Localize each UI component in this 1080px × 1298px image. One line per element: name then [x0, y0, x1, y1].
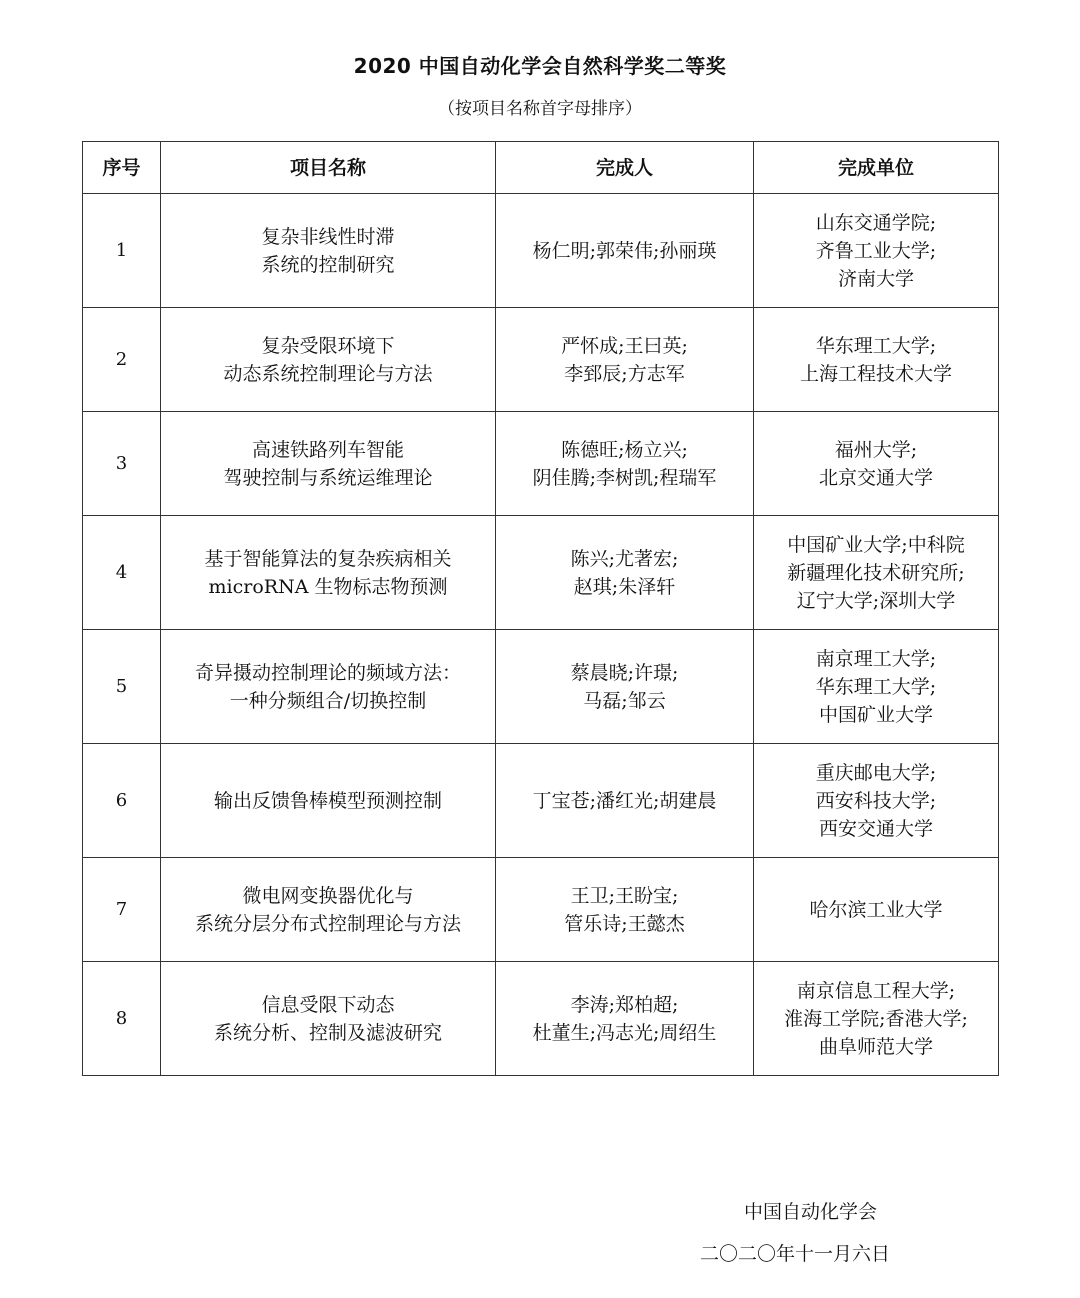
- project-name-line: 动态系统控制理论与方法: [223, 362, 433, 385]
- project-name-line: 输出反馈鲁棒模型预测控制: [213, 789, 442, 812]
- row-number: 8: [83, 962, 161, 1076]
- units-cell: [754, 308, 999, 412]
- people-cell: [496, 630, 754, 744]
- units-cell: [754, 744, 999, 858]
- project-name-cell: [161, 412, 496, 516]
- awards-table: [82, 141, 999, 1076]
- units-cell: [754, 858, 999, 962]
- people-cell: [496, 858, 754, 962]
- table-row: [83, 630, 999, 744]
- table-row: [83, 516, 999, 630]
- unit-line: 曲阜师范大学: [818, 1035, 933, 1058]
- header-project: 项目名称: [161, 142, 496, 194]
- units-cell: [754, 194, 999, 308]
- person-line: 陈兴;尤著宏;: [570, 547, 679, 570]
- unit-line: 西安交通大学: [818, 817, 933, 840]
- header-units: 完成单位: [754, 142, 999, 194]
- unit-line: 齐鲁工业大学;: [815, 239, 937, 262]
- project-name-line: 系统分层分布式控制理论与方法: [194, 912, 461, 935]
- row-number: 6: [83, 744, 161, 858]
- document-subtitle: （按项目名称首字母排序）: [438, 99, 642, 119]
- unit-line: 上海工程技术大学: [799, 362, 952, 385]
- units-cell: [754, 962, 999, 1076]
- unit-line: 华东理工大学;: [815, 675, 937, 698]
- unit-line: 济南大学: [837, 267, 914, 290]
- footer-organization: 中国自动化学会: [744, 1201, 878, 1223]
- units-cell: [754, 412, 999, 516]
- unit-line: 山东交通学院;: [815, 211, 937, 234]
- row-number: 5: [83, 630, 161, 744]
- table-row: [83, 744, 999, 858]
- unit-line: 中国矿业大学: [818, 703, 933, 726]
- row-number: 7: [83, 858, 161, 962]
- unit-line: 新疆理化技术研究所;: [787, 561, 965, 584]
- table-row: [83, 412, 999, 516]
- project-name-line: 一种分频组合/切换控制: [229, 689, 427, 712]
- unit-line: 西安科技大学;: [815, 789, 937, 812]
- unit-line: 南京理工大学;: [815, 647, 937, 670]
- table-row: [83, 194, 999, 308]
- people-cell: [496, 308, 754, 412]
- table-header-row: [83, 142, 999, 194]
- project-name-line: 复杂受限环境下: [261, 334, 395, 357]
- unit-line: 福州大学;: [834, 438, 918, 461]
- project-name-cell: [161, 194, 496, 308]
- person-line: 阴佳腾;李树凯;程瑞军: [532, 466, 717, 489]
- project-name-line: 复杂非线性时滞: [261, 225, 395, 248]
- unit-line: 哈尔滨工业大学: [809, 898, 943, 921]
- people-cell: [496, 194, 754, 308]
- row-number: 3: [83, 412, 161, 516]
- person-line: 蔡晨晓;许璟;: [570, 661, 679, 684]
- unit-line: 重庆邮电大学;: [815, 761, 937, 784]
- unit-line: 淮海工学院;香港大学;: [784, 1007, 968, 1030]
- project-name-cell: [161, 630, 496, 744]
- person-line: 杜董生;冯志光;周绍生: [532, 1021, 717, 1044]
- project-name-cell: [161, 744, 496, 858]
- project-name-line: 微电网变换器优化与: [242, 884, 414, 907]
- project-name-line: 高速铁路列车智能: [251, 438, 404, 461]
- people-cell: [496, 516, 754, 630]
- header-people: 完成人: [496, 142, 754, 194]
- person-line: 陈德旺;杨立兴;: [561, 438, 688, 461]
- person-line: 马磊;邹云: [583, 689, 666, 712]
- project-name-line: 信息受限下动态: [261, 993, 395, 1016]
- person-line: 赵琪;朱泽轩: [573, 575, 676, 598]
- person-line: 严怀成;王曰英;: [561, 334, 688, 357]
- project-name-line: 系统分析、控制及滤波研究: [213, 1021, 442, 1044]
- people-cell: [496, 412, 754, 516]
- table-row: [83, 308, 999, 412]
- unit-line: 中国矿业大学;中科院: [787, 533, 965, 556]
- header-no: 序号: [83, 142, 161, 194]
- project-name-line: 基于智能算法的复杂疾病相关: [204, 547, 452, 570]
- row-number: 2: [83, 308, 161, 412]
- person-line: 王卫;王盼宝;: [570, 884, 679, 907]
- person-line: 李涛;郑柏超;: [570, 993, 679, 1016]
- unit-line: 南京信息工程大学;: [796, 979, 956, 1002]
- project-name-cell: [161, 962, 496, 1076]
- unit-line: 华东理工大学;: [815, 334, 937, 357]
- project-name-line: 驾驶控制与系统运维理论: [223, 466, 433, 489]
- document-title: 2020 中国自动化学会自然科学奖二等奖: [353, 54, 727, 78]
- unit-line: 北京交通大学: [818, 466, 933, 489]
- units-cell: [754, 516, 999, 630]
- units-cell: [754, 630, 999, 744]
- table-row: [83, 858, 999, 962]
- project-name-cell: [161, 516, 496, 630]
- footer-date: 二〇二〇年十一月六日: [700, 1243, 891, 1265]
- table-row: [83, 962, 999, 1076]
- project-name-line: 奇异摄动控制理论的频域方法：: [194, 661, 461, 684]
- row-number: 1: [83, 194, 161, 308]
- people-cell: [496, 962, 754, 1076]
- project-name-line: microRNA 生物标志物预测: [208, 575, 448, 598]
- person-line: 管乐诗;王懿杰: [564, 912, 685, 935]
- people-cell: [496, 744, 754, 858]
- person-line: 丁宝苍;潘红光;胡建晨: [532, 789, 717, 812]
- project-name-cell: [161, 308, 496, 412]
- project-name-cell: [161, 858, 496, 962]
- row-number: 4: [83, 516, 161, 630]
- person-line: 杨仁明;郭荣伟;孙丽瑛: [532, 239, 717, 262]
- unit-line: 辽宁大学;深圳大学: [796, 589, 956, 612]
- project-name-line: 系统的控制研究: [261, 253, 395, 276]
- person-line: 李郅辰;方志军: [564, 362, 685, 385]
